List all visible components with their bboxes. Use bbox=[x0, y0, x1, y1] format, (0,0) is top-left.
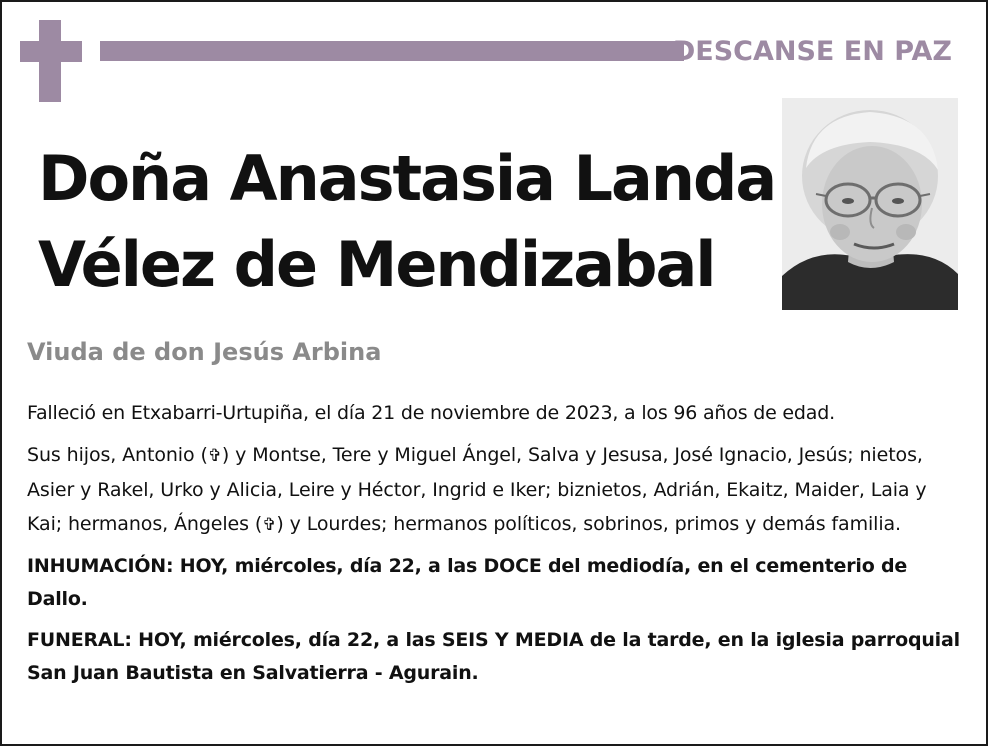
widow-subtitle: Viuda de don Jesús Arbina bbox=[27, 338, 382, 366]
header-band bbox=[100, 41, 684, 61]
portrait-photo-icon bbox=[782, 98, 958, 310]
portrait-photo bbox=[782, 98, 958, 310]
family-text-part3: ) y Lourdes; hermanos políticos, sobrinos, primos y demás familia. bbox=[276, 513, 901, 535]
funeral-paragraph: FUNERAL: HOY, miércoles, día 22, a las SEIS Y MEDIA de la tarde, en la iglesia parroquial San Juan Bautista en Salvatierra - Agurain. bbox=[27, 629, 960, 684]
header-tagline: DESCANSE EN PAZ bbox=[672, 36, 952, 67]
deceased-name bbox=[38, 136, 775, 308]
burial-paragraph: INHUMACIÓN: HOY, miércoles, día 22, a las DOCE del mediodía, en el cementerio de Dallo. bbox=[27, 555, 908, 610]
cross-icon: ✞ bbox=[262, 515, 277, 535]
cross-icon: ✞ bbox=[207, 446, 222, 466]
family-text-part1: Sus hijos, Antonio ( bbox=[27, 444, 208, 466]
death-paragraph: Falleció en Etxabarri-Urtupiña, el día 21 de noviembre de 2023, a los 96 años de edad. bbox=[27, 402, 835, 424]
deceased-name-line1: Doña Anastasia Landa bbox=[38, 142, 776, 215]
family-paragraph bbox=[27, 438, 967, 542]
cross-icon-horizontal bbox=[20, 41, 82, 62]
family-text-part2: ) y Montse, Tere y Miguel Ángel, Salva y Jesusa, José Ignacio, Jesús; nietos, Asier y Rakel, Urko y Alicia, Leire y Héctor, Ingrid e Iker; biznietos, Adrián, Ekaitz, Maider, Laia y Kai; hermanos, Ángeles ( bbox=[27, 444, 927, 535]
notice-body bbox=[27, 396, 967, 690]
deceased-name-line2: Vélez de Mendizabal bbox=[38, 228, 715, 301]
